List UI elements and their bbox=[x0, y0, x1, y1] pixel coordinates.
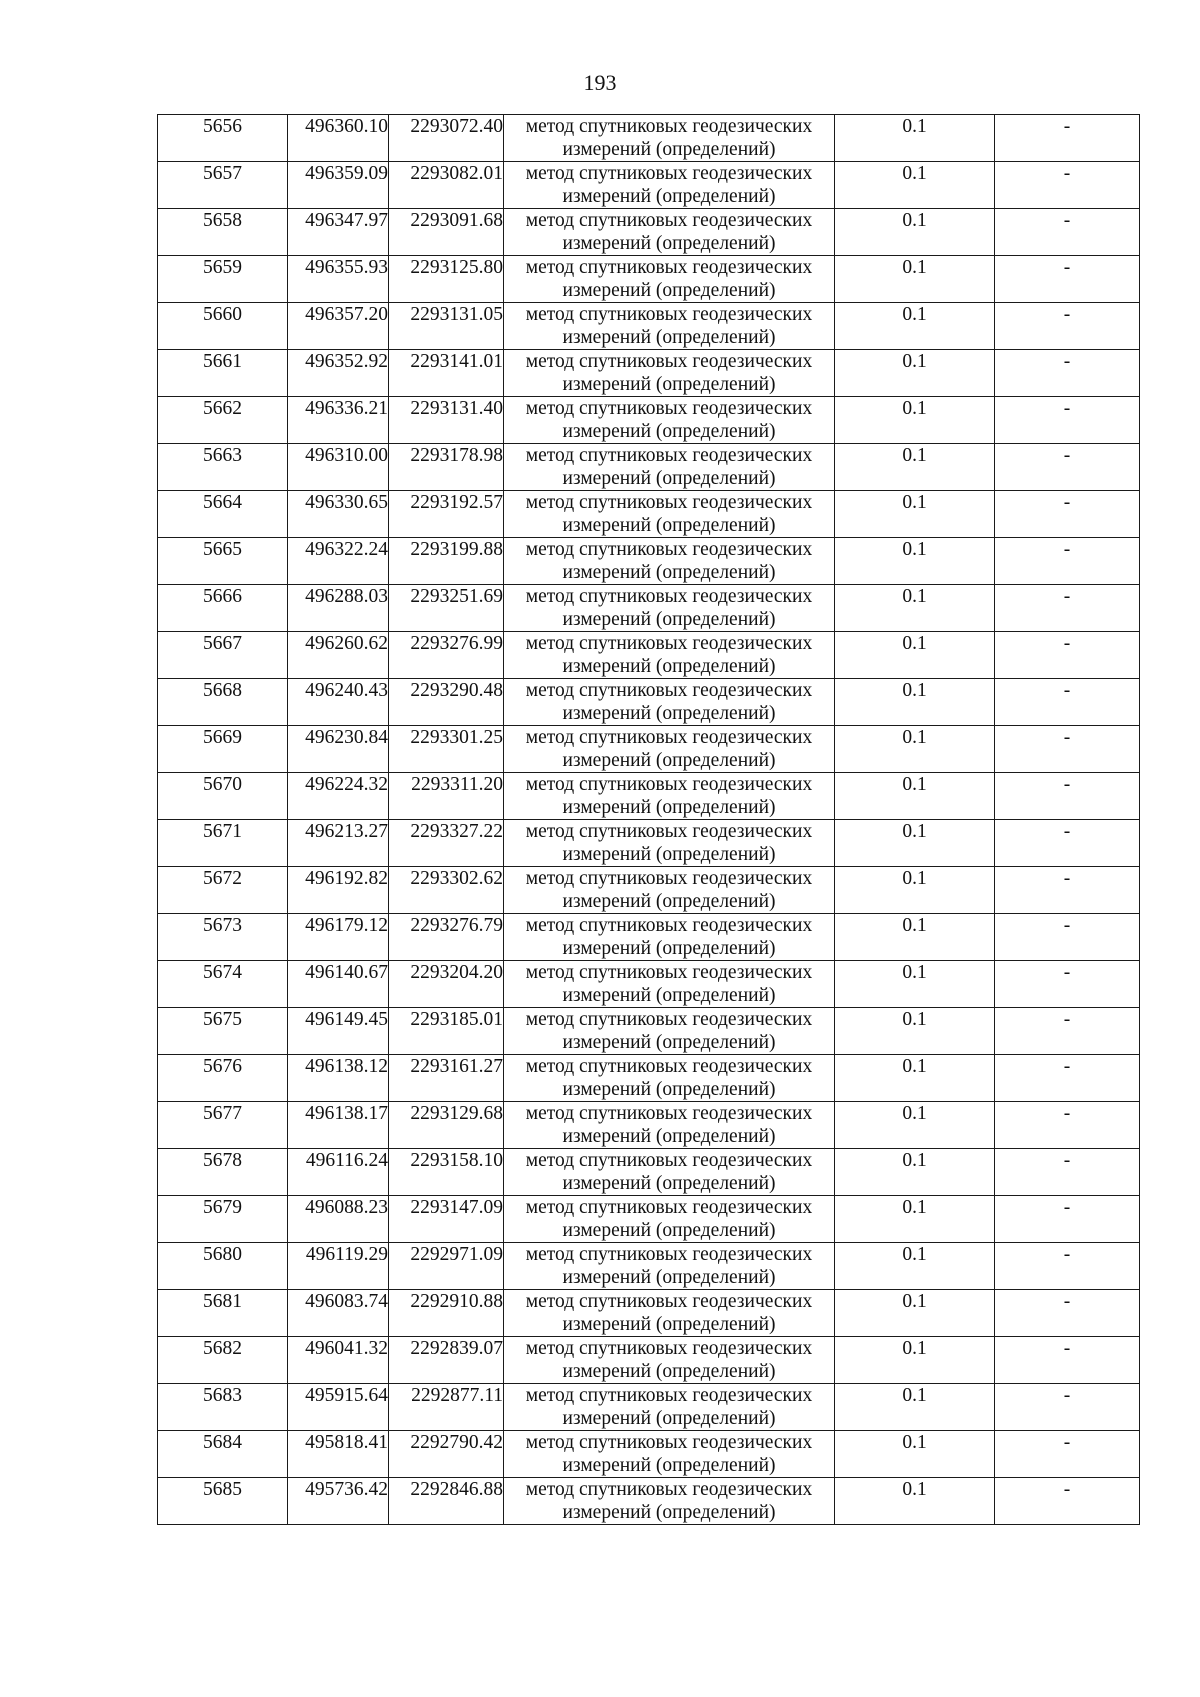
accuracy-cell: 0.1 bbox=[835, 444, 995, 491]
point-number-cell: 5659 bbox=[158, 256, 288, 303]
note-cell: - bbox=[995, 1431, 1140, 1478]
method-text-line: метод спутниковых геодезических bbox=[525, 1150, 813, 1171]
table-row bbox=[158, 1196, 1140, 1243]
method-text-line: измерений (определений) bbox=[562, 374, 776, 395]
table-row bbox=[158, 1290, 1140, 1337]
note-cell: - bbox=[995, 820, 1140, 867]
point-number-cell: 5681 bbox=[158, 1290, 288, 1337]
point-number-cell: 5672 bbox=[158, 867, 288, 914]
method-text-line: метод спутниковых геодезических bbox=[525, 821, 813, 842]
y-coordinate-cell: 2293178.98 bbox=[389, 444, 504, 491]
method-text-line: метод спутниковых геодезических bbox=[525, 116, 813, 137]
method-text-line: метод спутниковых геодезических bbox=[525, 539, 813, 560]
method-cell bbox=[504, 350, 835, 397]
note-cell: - bbox=[995, 1149, 1140, 1196]
accuracy-cell: 0.1 bbox=[835, 679, 995, 726]
note-cell: - bbox=[995, 1102, 1140, 1149]
method-text-line: измерений (определений) bbox=[562, 1314, 776, 1335]
note-cell: - bbox=[995, 961, 1140, 1008]
note-cell: - bbox=[995, 115, 1140, 162]
accuracy-cell: 0.1 bbox=[835, 1102, 995, 1149]
y-coordinate-cell: 2293091.68 bbox=[389, 209, 504, 256]
method-cell bbox=[504, 679, 835, 726]
y-coordinate-cell: 2293276.99 bbox=[389, 632, 504, 679]
method-cell bbox=[504, 1290, 835, 1337]
table-row bbox=[158, 867, 1140, 914]
method-text-line: метод спутниковых геодезических bbox=[525, 1291, 813, 1312]
note-cell: - bbox=[995, 679, 1140, 726]
method-text-line: измерений (определений) bbox=[562, 750, 776, 771]
y-coordinate-cell: 2293131.40 bbox=[389, 397, 504, 444]
method-cell bbox=[504, 773, 835, 820]
x-coordinate-cell: 495915.64 bbox=[288, 1384, 389, 1431]
note-cell: - bbox=[995, 1196, 1140, 1243]
table-body bbox=[158, 115, 1140, 1525]
note-cell: - bbox=[995, 444, 1140, 491]
accuracy-cell: 0.1 bbox=[835, 209, 995, 256]
y-coordinate-cell: 2293301.25 bbox=[389, 726, 504, 773]
method-text-line: метод спутниковых геодезических bbox=[525, 727, 813, 748]
table-row bbox=[158, 961, 1140, 1008]
x-coordinate-cell: 496138.12 bbox=[288, 1055, 389, 1102]
method-text-line: метод спутниковых геодезических bbox=[525, 1197, 813, 1218]
point-number-cell: 5683 bbox=[158, 1384, 288, 1431]
method-cell bbox=[504, 961, 835, 1008]
method-text-line: метод спутниковых геодезических bbox=[525, 1103, 813, 1124]
method-text-line: измерений (определений) bbox=[562, 938, 776, 959]
point-number-cell: 5680 bbox=[158, 1243, 288, 1290]
table-row bbox=[158, 1149, 1140, 1196]
y-coordinate-cell: 2292971.09 bbox=[389, 1243, 504, 1290]
table-row bbox=[158, 1478, 1140, 1525]
y-coordinate-cell: 2293302.62 bbox=[389, 867, 504, 914]
point-number-cell: 5684 bbox=[158, 1431, 288, 1478]
point-number-cell: 5662 bbox=[158, 397, 288, 444]
page-number: 193 bbox=[583, 70, 617, 95]
point-number-cell: 5682 bbox=[158, 1337, 288, 1384]
x-coordinate-cell: 496041.32 bbox=[288, 1337, 389, 1384]
y-coordinate-cell: 2293199.88 bbox=[389, 538, 504, 585]
method-text-line: измерений (определений) bbox=[562, 1455, 776, 1476]
x-coordinate-cell: 496260.62 bbox=[288, 632, 389, 679]
method-text-line: измерений (определений) bbox=[562, 703, 776, 724]
x-coordinate-cell: 496116.24 bbox=[288, 1149, 389, 1196]
table-row bbox=[158, 256, 1140, 303]
method-text-line: метод спутниковых геодезических bbox=[525, 398, 813, 419]
note-cell: - bbox=[995, 1008, 1140, 1055]
method-text-line: измерений (определений) bbox=[562, 797, 776, 818]
method-cell bbox=[504, 1337, 835, 1384]
method-cell bbox=[504, 1008, 835, 1055]
accuracy-cell: 0.1 bbox=[835, 1243, 995, 1290]
point-number-cell: 5663 bbox=[158, 444, 288, 491]
table-row bbox=[158, 491, 1140, 538]
note-cell: - bbox=[995, 1290, 1140, 1337]
point-number-cell: 5666 bbox=[158, 585, 288, 632]
point-number-cell: 5685 bbox=[158, 1478, 288, 1525]
note-cell: - bbox=[995, 726, 1140, 773]
note-cell: - bbox=[995, 914, 1140, 961]
x-coordinate-cell: 496359.09 bbox=[288, 162, 389, 209]
y-coordinate-cell: 2293072.40 bbox=[389, 115, 504, 162]
table-row bbox=[158, 397, 1140, 444]
accuracy-cell: 0.1 bbox=[835, 1196, 995, 1243]
method-cell bbox=[504, 1243, 835, 1290]
y-coordinate-cell: 2293131.05 bbox=[389, 303, 504, 350]
note-cell: - bbox=[995, 1243, 1140, 1290]
y-coordinate-cell: 2292790.42 bbox=[389, 1431, 504, 1478]
x-coordinate-cell: 496230.84 bbox=[288, 726, 389, 773]
table-row bbox=[158, 1337, 1140, 1384]
point-number-cell: 5679 bbox=[158, 1196, 288, 1243]
method-cell bbox=[504, 256, 835, 303]
method-cell bbox=[504, 1055, 835, 1102]
note-cell: - bbox=[995, 632, 1140, 679]
method-text-line: метод спутниковых геодезических bbox=[525, 1385, 813, 1406]
method-cell bbox=[504, 1196, 835, 1243]
note-cell: - bbox=[995, 585, 1140, 632]
table-row bbox=[158, 679, 1140, 726]
method-cell bbox=[504, 1431, 835, 1478]
point-number-cell: 5669 bbox=[158, 726, 288, 773]
table-row bbox=[158, 726, 1140, 773]
y-coordinate-cell: 2293129.68 bbox=[389, 1102, 504, 1149]
method-cell bbox=[504, 1384, 835, 1431]
method-cell bbox=[504, 115, 835, 162]
method-text-line: метод спутниковых геодезических bbox=[525, 586, 813, 607]
y-coordinate-cell: 2293147.09 bbox=[389, 1196, 504, 1243]
y-coordinate-cell: 2293204.20 bbox=[389, 961, 504, 1008]
x-coordinate-cell: 496352.92 bbox=[288, 350, 389, 397]
note-cell: - bbox=[995, 1337, 1140, 1384]
x-coordinate-cell: 496149.45 bbox=[288, 1008, 389, 1055]
table-row bbox=[158, 209, 1140, 256]
table-row bbox=[158, 1008, 1140, 1055]
method-text-line: измерений (определений) bbox=[562, 327, 776, 348]
y-coordinate-cell: 2293290.48 bbox=[389, 679, 504, 726]
note-cell: - bbox=[995, 256, 1140, 303]
method-text-line: измерений (определений) bbox=[562, 891, 776, 912]
point-number-cell: 5673 bbox=[158, 914, 288, 961]
accuracy-cell: 0.1 bbox=[835, 397, 995, 444]
note-cell: - bbox=[995, 1478, 1140, 1525]
x-coordinate-cell: 496192.82 bbox=[288, 867, 389, 914]
y-coordinate-cell: 2293158.10 bbox=[389, 1149, 504, 1196]
point-number-cell: 5657 bbox=[158, 162, 288, 209]
method-text-line: метод спутниковых геодезических bbox=[525, 304, 813, 325]
accuracy-cell: 0.1 bbox=[835, 820, 995, 867]
note-cell: - bbox=[995, 491, 1140, 538]
point-number-cell: 5656 bbox=[158, 115, 288, 162]
note-cell: - bbox=[995, 209, 1140, 256]
accuracy-cell: 0.1 bbox=[835, 1431, 995, 1478]
y-coordinate-cell: 2292877.11 bbox=[389, 1384, 504, 1431]
y-coordinate-cell: 2293251.69 bbox=[389, 585, 504, 632]
x-coordinate-cell: 496138.17 bbox=[288, 1102, 389, 1149]
method-text-line: измерений (определений) bbox=[562, 1502, 776, 1523]
method-cell bbox=[504, 162, 835, 209]
x-coordinate-cell: 496310.00 bbox=[288, 444, 389, 491]
method-text-line: метод спутниковых геодезических bbox=[525, 1244, 813, 1265]
point-number-cell: 5674 bbox=[158, 961, 288, 1008]
point-number-cell: 5678 bbox=[158, 1149, 288, 1196]
accuracy-cell: 0.1 bbox=[835, 350, 995, 397]
coordinates-table bbox=[157, 114, 1140, 1525]
x-coordinate-cell: 496355.93 bbox=[288, 256, 389, 303]
accuracy-cell: 0.1 bbox=[835, 961, 995, 1008]
method-text-line: измерений (определений) bbox=[562, 468, 776, 489]
accuracy-cell: 0.1 bbox=[835, 867, 995, 914]
x-coordinate-cell: 496336.21 bbox=[288, 397, 389, 444]
accuracy-cell: 0.1 bbox=[835, 585, 995, 632]
accuracy-cell: 0.1 bbox=[835, 538, 995, 585]
y-coordinate-cell: 2293082.01 bbox=[389, 162, 504, 209]
x-coordinate-cell: 495736.42 bbox=[288, 1478, 389, 1525]
accuracy-cell: 0.1 bbox=[835, 162, 995, 209]
method-text-line: измерений (определений) bbox=[562, 1173, 776, 1194]
table-row bbox=[158, 1102, 1140, 1149]
y-coordinate-cell: 2293161.27 bbox=[389, 1055, 504, 1102]
table-row bbox=[158, 1243, 1140, 1290]
x-coordinate-cell: 496213.27 bbox=[288, 820, 389, 867]
x-coordinate-cell: 496357.20 bbox=[288, 303, 389, 350]
note-cell: - bbox=[995, 397, 1140, 444]
accuracy-cell: 0.1 bbox=[835, 1384, 995, 1431]
method-text-line: измерений (определений) bbox=[562, 280, 776, 301]
y-coordinate-cell: 2293141.01 bbox=[389, 350, 504, 397]
method-text-line: измерений (определений) bbox=[562, 985, 776, 1006]
x-coordinate-cell: 496140.67 bbox=[288, 961, 389, 1008]
note-cell: - bbox=[995, 303, 1140, 350]
point-number-cell: 5661 bbox=[158, 350, 288, 397]
accuracy-cell: 0.1 bbox=[835, 914, 995, 961]
point-number-cell: 5667 bbox=[158, 632, 288, 679]
method-cell bbox=[504, 397, 835, 444]
method-text-line: метод спутниковых геодезических bbox=[525, 868, 813, 889]
x-coordinate-cell: 496083.74 bbox=[288, 1290, 389, 1337]
table-row bbox=[158, 632, 1140, 679]
y-coordinate-cell: 2293192.57 bbox=[389, 491, 504, 538]
method-text-line: измерений (определений) bbox=[562, 1408, 776, 1429]
y-coordinate-cell: 2293276.79 bbox=[389, 914, 504, 961]
note-cell: - bbox=[995, 1055, 1140, 1102]
accuracy-cell: 0.1 bbox=[835, 773, 995, 820]
table-row bbox=[158, 444, 1140, 491]
method-text-line: измерений (определений) bbox=[562, 233, 776, 254]
y-coordinate-cell: 2293327.22 bbox=[389, 820, 504, 867]
point-number-cell: 5677 bbox=[158, 1102, 288, 1149]
accuracy-cell: 0.1 bbox=[835, 1055, 995, 1102]
point-number-cell: 5660 bbox=[158, 303, 288, 350]
method-text-line: измерений (определений) bbox=[562, 609, 776, 630]
accuracy-cell: 0.1 bbox=[835, 1337, 995, 1384]
accuracy-cell: 0.1 bbox=[835, 115, 995, 162]
x-coordinate-cell: 496088.23 bbox=[288, 1196, 389, 1243]
note-cell: - bbox=[995, 350, 1140, 397]
x-coordinate-cell: 496330.65 bbox=[288, 491, 389, 538]
method-text-line: метод спутниковых геодезических bbox=[525, 445, 813, 466]
note-cell: - bbox=[995, 867, 1140, 914]
method-cell bbox=[504, 867, 835, 914]
point-number-cell: 5665 bbox=[158, 538, 288, 585]
table-row bbox=[158, 162, 1140, 209]
table-row bbox=[158, 350, 1140, 397]
method-text-line: метод спутниковых геодезических bbox=[525, 1009, 813, 1030]
method-text-line: измерений (определений) bbox=[562, 139, 776, 160]
table-row bbox=[158, 1384, 1140, 1431]
method-text-line: измерений (определений) bbox=[562, 1361, 776, 1382]
table-row bbox=[158, 585, 1140, 632]
y-coordinate-cell: 2293125.80 bbox=[389, 256, 504, 303]
table-row bbox=[158, 303, 1140, 350]
x-coordinate-cell: 496119.29 bbox=[288, 1243, 389, 1290]
x-coordinate-cell: 496360.10 bbox=[288, 115, 389, 162]
y-coordinate-cell: 2292910.88 bbox=[389, 1290, 504, 1337]
method-cell bbox=[504, 632, 835, 679]
accuracy-cell: 0.1 bbox=[835, 303, 995, 350]
table-row bbox=[158, 538, 1140, 585]
method-text-line: измерений (определений) bbox=[562, 1267, 776, 1288]
method-text-line: измерений (определений) bbox=[562, 1220, 776, 1241]
accuracy-cell: 0.1 bbox=[835, 632, 995, 679]
method-text-line: измерений (определений) bbox=[562, 1126, 776, 1147]
method-text-line: метод спутниковых геодезических bbox=[525, 1338, 813, 1359]
method-text-line: метод спутниковых геодезических bbox=[525, 1432, 813, 1453]
method-text-line: измерений (определений) bbox=[562, 186, 776, 207]
method-cell bbox=[504, 726, 835, 773]
method-text-line: измерений (определений) bbox=[562, 562, 776, 583]
method-text-line: метод спутниковых геодезических bbox=[525, 257, 813, 278]
method-text-line: метод спутниковых геодезических bbox=[525, 1056, 813, 1077]
method-cell bbox=[504, 444, 835, 491]
x-coordinate-cell: 496322.24 bbox=[288, 538, 389, 585]
method-cell bbox=[504, 303, 835, 350]
point-number-cell: 5675 bbox=[158, 1008, 288, 1055]
method-text-line: метод спутниковых геодезических bbox=[525, 351, 813, 372]
method-text-line: измерений (определений) bbox=[562, 1079, 776, 1100]
accuracy-cell: 0.1 bbox=[835, 491, 995, 538]
method-cell bbox=[504, 585, 835, 632]
method-text-line: измерений (определений) bbox=[562, 1032, 776, 1053]
x-coordinate-cell: 496288.03 bbox=[288, 585, 389, 632]
method-text-line: метод спутниковых геодезических bbox=[525, 915, 813, 936]
point-number-cell: 5664 bbox=[158, 491, 288, 538]
table-row bbox=[158, 773, 1140, 820]
accuracy-cell: 0.1 bbox=[835, 1008, 995, 1055]
y-coordinate-cell: 2292846.88 bbox=[389, 1478, 504, 1525]
accuracy-cell: 0.1 bbox=[835, 1149, 995, 1196]
table-row bbox=[158, 115, 1140, 162]
point-number-cell: 5670 bbox=[158, 773, 288, 820]
note-cell: - bbox=[995, 162, 1140, 209]
table-row bbox=[158, 914, 1140, 961]
point-number-cell: 5658 bbox=[158, 209, 288, 256]
point-number-cell: 5676 bbox=[158, 1055, 288, 1102]
point-number-cell: 5668 bbox=[158, 679, 288, 726]
method-text-line: метод спутниковых геодезических bbox=[525, 633, 813, 654]
method-text-line: метод спутниковых геодезических bbox=[525, 680, 813, 701]
accuracy-cell: 0.1 bbox=[835, 1290, 995, 1337]
method-text-line: измерений (определений) bbox=[562, 656, 776, 677]
table-row bbox=[158, 1431, 1140, 1478]
y-coordinate-cell: 2292839.07 bbox=[389, 1337, 504, 1384]
method-text-line: метод спутниковых геодезических bbox=[525, 492, 813, 513]
method-text-line: метод спутниковых геодезических bbox=[525, 962, 813, 983]
point-number-cell: 5671 bbox=[158, 820, 288, 867]
method-cell bbox=[504, 914, 835, 961]
x-coordinate-cell: 496224.32 bbox=[288, 773, 389, 820]
method-cell bbox=[504, 1102, 835, 1149]
y-coordinate-cell: 2293185.01 bbox=[389, 1008, 504, 1055]
x-coordinate-cell: 496347.97 bbox=[288, 209, 389, 256]
note-cell: - bbox=[995, 773, 1140, 820]
method-text-line: метод спутниковых геодезических bbox=[525, 774, 813, 795]
note-cell: - bbox=[995, 1384, 1140, 1431]
method-cell bbox=[504, 1478, 835, 1525]
method-text-line: измерений (определений) bbox=[562, 844, 776, 865]
method-text-line: измерений (определений) bbox=[562, 421, 776, 442]
accuracy-cell: 0.1 bbox=[835, 1478, 995, 1525]
table-row bbox=[158, 820, 1140, 867]
accuracy-cell: 0.1 bbox=[835, 256, 995, 303]
method-text-line: измерений (определений) bbox=[562, 515, 776, 536]
x-coordinate-cell: 495818.41 bbox=[288, 1431, 389, 1478]
x-coordinate-cell: 496240.43 bbox=[288, 679, 389, 726]
method-cell bbox=[504, 1149, 835, 1196]
y-coordinate-cell: 2293311.20 bbox=[389, 773, 504, 820]
method-text-line: метод спутниковых геодезических bbox=[525, 210, 813, 231]
method-cell bbox=[504, 491, 835, 538]
method-text-line: метод спутниковых геодезических bbox=[525, 163, 813, 184]
method-text-line: метод спутниковых геодезических bbox=[525, 1479, 813, 1500]
note-cell: - bbox=[995, 538, 1140, 585]
method-cell bbox=[504, 820, 835, 867]
method-cell bbox=[504, 209, 835, 256]
method-cell bbox=[504, 538, 835, 585]
accuracy-cell: 0.1 bbox=[835, 726, 995, 773]
x-coordinate-cell: 496179.12 bbox=[288, 914, 389, 961]
table-row bbox=[158, 1055, 1140, 1102]
